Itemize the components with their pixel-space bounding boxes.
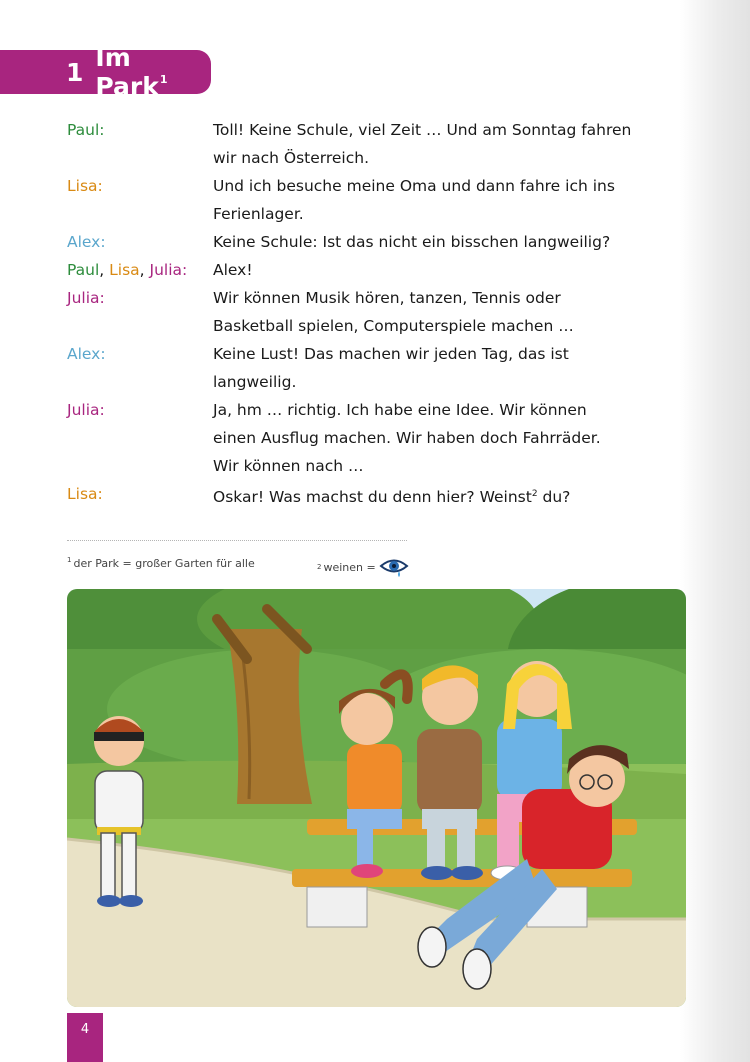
text-line: wir nach Österreich. <box>213 149 370 167</box>
speaker-lisa: Lisa: <box>67 177 103 195</box>
text-line: Ja, hm … richtig. Ich habe eine Idee. Wir können <box>213 401 587 419</box>
dialogue-line <box>67 116 687 172</box>
footnote-mark: 1 <box>67 556 72 564</box>
text-line: Und ich besuche meine Oma und dann fahre ich ins <box>213 177 615 195</box>
speaker-lisa: Lisa <box>109 261 140 279</box>
footnote-text: der Park = großer Garten für alle <box>73 557 255 570</box>
dialogue-line <box>67 172 687 228</box>
footnote-2 <box>317 556 409 578</box>
page-edge-shadow <box>680 0 750 1062</box>
speaker-group: Paul, Lisa, Julia: <box>67 261 188 279</box>
page-number: 4 <box>67 1013 103 1062</box>
text-line: Basketball spielen, Computerspiele machen … <box>213 317 574 335</box>
dialogue-text <box>213 396 687 480</box>
footnote-mark: 2 <box>531 489 538 499</box>
dialogue-text <box>213 480 687 511</box>
text-line: Ferienlager. <box>213 205 304 223</box>
text-line: Wir können Musik hören, tanzen, Tennis oder <box>213 289 561 307</box>
speaker-colon: : <box>182 261 188 279</box>
footnote-1 <box>67 556 255 570</box>
footnote-divider <box>67 540 407 541</box>
speaker-lisa: Lisa: <box>67 485 103 503</box>
chapter-title-text: Im Park <box>95 43 159 101</box>
text-line: langweilig. <box>213 373 297 391</box>
dialogue-text <box>213 116 687 172</box>
dialogue-text <box>213 172 687 228</box>
text-line: einen Ausflug machen. Wir haben doch Fahrräder. <box>213 429 601 447</box>
text-line: Keine Lust! Das machen wir jeden Tag, das ist <box>213 345 569 363</box>
dialogue-line <box>67 396 687 480</box>
dialogue-text <box>213 284 687 340</box>
text-line: Wir können nach … <box>213 457 364 475</box>
speaker-julia: Julia: <box>67 401 105 419</box>
crying-eye-icon <box>379 556 409 578</box>
text-line: Alex! <box>213 261 253 279</box>
footnote-mark: 2 <box>317 563 322 571</box>
speaker-alex: Alex: <box>67 345 106 363</box>
chapter-footnote-mark: 1 <box>159 73 168 86</box>
speaker-alex: Alex: <box>67 233 106 251</box>
speaker-paul: Paul: <box>67 121 105 139</box>
dialogue-line <box>67 480 687 511</box>
speaker-julia: Julia <box>149 261 183 279</box>
dialogue-line <box>67 284 687 340</box>
dialogue-line <box>67 256 687 284</box>
park-bench-scene-illustration <box>67 589 686 1007</box>
dialogue-line <box>67 228 687 256</box>
text-line: Keine Schule: Ist das nicht ein bisschen langweilig? <box>213 233 611 251</box>
dialogue-text <box>213 340 687 396</box>
dialogue-text <box>213 256 687 284</box>
text-line: du? <box>537 488 571 507</box>
dialogue-text <box>213 228 687 256</box>
chapter-number: 1 <box>66 57 84 87</box>
chapter-header <box>0 43 211 101</box>
speaker-julia: Julia: <box>67 289 105 307</box>
chapter-title <box>95 43 211 101</box>
dialogue-line <box>67 340 687 396</box>
footnote-text: weinen = <box>323 560 376 574</box>
text-line: Oskar! Was machst du denn hier? Weinst <box>213 488 532 507</box>
dialogue <box>67 116 687 511</box>
text-line: Toll! Keine Schule, viel Zeit … Und am Sonntag fahren <box>213 121 632 139</box>
speaker-paul: Paul <box>67 261 100 279</box>
